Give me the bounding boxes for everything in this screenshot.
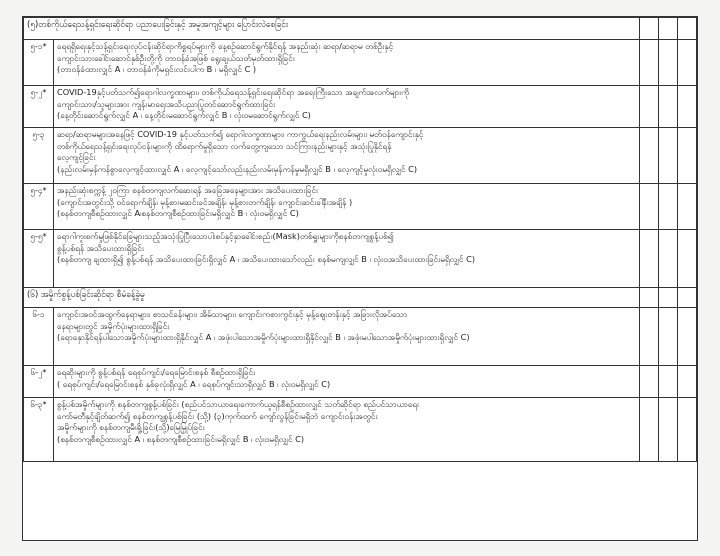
item-line: ကော်မတီနှင့်ချိတ်ဆက်၍ စနစ်တကျစွန့်ပစ်ခြင်း (သို့) (၃)ကုက်ထက် ကျော်လွန်ခြင်းမရှိဘဲ ကျောင်းဝန်းအတွင်း [57,410,378,421]
item-text [54,184,640,230]
item-criteria: ( ရေစုပ်ကျင်း/ရေမြောင်းစနစ် နှစ်ခုလုံးရှိလျှင် A ၊ ရေစုပ်ကျင်းသာရှိလျှင် B ၊ လုံးဝမရှိလျှင် C) [57,378,331,389]
item-line: ဆရာ/ဆရာမများအနေဖြင့် COVID-19 နှင့်ပတ်သက်၍ ရောဂါလက္ခဏာများ၊ ကာကွယ်ရေးနည်းလမ်းများ၊ မတ်ဝန်ကျောင်းနှင့် [57,129,424,139]
item-number: ၆-၃* [24,398,54,462]
table-row [24,128,697,184]
score-c-box[interactable] [678,366,697,398]
score-b-box[interactable] [659,366,678,398]
score-box[interactable] [659,18,678,40]
section-title: (၅)တစ်ကိုယ်ရေသန့်ရှင်းရေးဆိုင်ရာ ပညာပေးခြင်းနှင့် အမူအကျင့်များ ပြောင်းလဲစေခြင်း [24,18,640,40]
table-row [24,40,697,86]
item-line: တစ်ကိုယ်ရေသန့်ရှင်းရေးလုပ်ငန်းများကို ထိရောက်မှုရှိသော လက်တွေ့ကျသော သင်ကြားနည်းများနှင့် အသုံးပြုနိုင်ရန် [57,140,392,151]
score-a-box[interactable] [640,40,659,86]
item-line: ကျောင်းအဝင်အထွက်နေရာများ၊ စာသင်ခန်းများ၊ အိမ်သာများ၊ ကျောင်းကစားကွင်းနှင့် မုန့်ဈေးတန်းနှင့် အခြားလိုအပ်သော [57,309,408,319]
score-a-box[interactable] [640,308,659,366]
item-number: ၅-၅* [24,230,54,288]
item-text [54,398,640,462]
score-c-box[interactable] [678,40,697,86]
item-criteria: (နည်းလမ်းမှန်ကန်စွာလေ့ကျင့်ထားလျှင် A ၊ လေ့ကျင့်သော်လည်းနည်းလမ်းမှန်ကန်မှုမရှိလျှင် B ၊ လေ့ကျင့်မှုလုံးဝမရှိလျှင် C) [57,163,418,174]
item-criteria: (ရောနှောနိုင်ရန်ပါသောအမှိုက်ပုံးများထားရှိနိုင်လျှင် A ၊ အဖုံးပါသောအမှိုက်ပုံးများထားရှိနိုင်လျှင် B ၊ အဖုံးမပါသောအမှိုက်ပုံးများထားရှိလျှင် C) [57,332,470,342]
score-c-box[interactable] [678,128,697,184]
table-row [24,308,697,366]
checklist-table [23,17,697,462]
score-box[interactable] [678,288,697,308]
item-number: ၆-၂* [24,366,54,398]
score-b-box[interactable] [659,40,678,86]
item-line: (ကျောင်းအတွင်းသို့ ဝင်ရောက်ချိန်၊ မုန့်စားမဆင်းခင်အချိန်၊ မုန့်စားတက်ချိန်၊ ကျောင်းဆင်းခါနီးအချိန် ) [57,196,353,207]
table-row [24,366,697,398]
item-text [54,128,640,184]
section-header-hygiene [24,18,697,40]
item-line: COVID-19နှင့်ပတ်သက်၍ရောဂါလက္ခဏာများ၊ တစ်ကိုယ်ရေသန့်ရှင်းရေးဆိုင်ရာ အရေးကြီးသော အချက်အလက်များကို [57,87,410,97]
item-line: အနည်းဆုံးစက္ကန့် ၂၀ကြာ စနစ်တကျလက်ဆေးရန် အခြေအနေများအား အသိပေးထားခြင်း [57,185,319,195]
score-a-box[interactable] [640,86,659,128]
item-text [54,366,640,398]
item-number: ၆-၁ [24,308,54,366]
item-text [54,86,640,128]
table-row [24,230,697,288]
checklist-sheet [22,16,698,541]
item-criteria: (စနစ်တကျစီစဉ်ထားလျှင် A ၊ စနစ်တကျစီစဉ်ထားခြင်းမရှိလျှင် B ၊ လုံးဝမရှိလျှင် C) [57,433,305,444]
item-number: ၅-၄* [24,184,54,230]
score-c-box[interactable] [678,230,697,288]
score-a-box[interactable] [640,366,659,398]
score-c-box[interactable] [678,184,697,230]
score-b-box[interactable] [659,230,678,288]
item-text [54,308,640,366]
table-row [24,184,697,230]
score-a-box[interactable] [640,230,659,288]
item-line: အမှိုက်များကို စနစ်တကျမီးရှို့ခြင်း(သို့)မြေမြှုပ်ခြင်း [57,422,205,432]
item-line: ကျောင်းသား/သူများအား ကျန်းမာရေးအသိပညာပြုတင်ဆောင်ရွက်ထားခြင်း [57,98,276,109]
item-criteria: (နေ့တိုင်းဆောင်ရွက်လျှင် A ၊ နေ့တိုင်းမဆောင်ရွက်လျှင် B ၊ လုံးဝမဆောင်ရွက်လျှင် C) [57,110,311,120]
score-box[interactable] [640,18,659,40]
item-text [54,40,640,86]
score-b-box[interactable] [659,398,678,462]
score-a-box[interactable] [640,128,659,184]
score-box[interactable] [640,288,659,308]
item-number: ၅-၁* [24,40,54,86]
item-line: ရေဆိုးများကို စွန့်ပစ်ရန် ရေစုပ်ကျင်း/ရေမြောင်းစနစ် စီစဉ်ထားရှိခြင်း [57,367,256,377]
score-box[interactable] [678,18,697,40]
item-number: ၅-၂* [24,86,54,128]
item-line: ကျောင်းသားခေါင်းဆောင်နှစ်ဦးတို့ကို တာဝန်ခံအဖြစ် ရွေးချယ်သတ်မှတ်ထားရှိခြင်း [57,52,295,63]
score-c-box[interactable] [678,308,697,366]
score-a-box[interactable] [640,184,659,230]
item-text [54,230,640,288]
item-criteria: (စနစ်တကျစီစဉ်ထားလျှင် A၊စနစ်တကျစီစဉ်ထားခြင်းမရှိလျှင် B ၊ လုံးဝမရှိလျှင် C) [57,208,299,218]
item-line: လေ့ကျင့်ခြင်း [57,152,96,162]
section-header-waste [24,288,697,308]
score-a-box[interactable] [640,398,659,462]
item-criteria: (တာဝန်ခံထားလျှင် A ၊ တာဝန်ခံကိုမရှင်းလင်းပါက B ၊ မရှိလျှင် C ) [57,64,257,74]
table-row [24,86,697,128]
item-line: စွန့်ပစ်အမှိုက်များကို စနစ်တကျစွန့်ပစ်ခြင်း (စည်ပင်သာယာရေးကောက်ယူရန်စီစဉ်ထားလျှင် သတ်ဆိုင်ရာ စည်ပင်သာယာရေး [57,399,419,409]
score-c-box[interactable] [678,398,697,462]
score-b-box[interactable] [659,128,678,184]
item-criteria: (စနစ်တကျ ချထားရှိ၍ စွန့်ပစ်ရန် အသိပေးထားခြင်းရှိလျှင် A ၊ အသိပေးထားသော်လည်း စနစ်မကျလျှင် B ၊ လုံးဝအသိပေးထားခြင်းမရှိလျှင် C) [57,254,476,264]
item-line: စွန့်ပစ်ရန် အသိပေးထားရှိခြင်း [57,242,144,253]
score-box[interactable] [659,288,678,308]
score-b-box[interactable] [659,308,678,366]
score-b-box[interactable] [659,184,678,230]
section-title: (၆) အမှိုက်စွန့်ပစ်ခြင်းဆိုင်ရာ စီမံခန့်ခွဲမှု [24,288,640,308]
item-line: ရောဂါကူးစက်မှုဖြစ်နိုင်ခြေများသည့်အသုံးပြုပြီးသောပါးစပ်နှင့်နှာခေါင်းစည်း(Mask)တစ်ရှူးများကိုစနစ်တကျစွန့်ပစ်၍ [57,231,394,241]
score-c-box[interactable] [678,86,697,128]
item-line: ရေရရှိရေးနှင့်သန့်ရှင်းရေးလုပ်ငန်းဆိုင်ရာကိစ္စရပ်များကို နေ့စဉ်ဆောင်ရွက်နိုင်ရန် အနည်းဆုံး ဆရာ/ဆရာမ တစ်ဦးနှင့် [57,41,394,51]
item-number: ၅-၃ [24,128,54,184]
score-b-box[interactable] [659,86,678,128]
table-row [24,398,697,462]
item-line: နေရာများတွင် အမှိုက်ပုံးများထားရှိခြင်း [57,320,170,331]
